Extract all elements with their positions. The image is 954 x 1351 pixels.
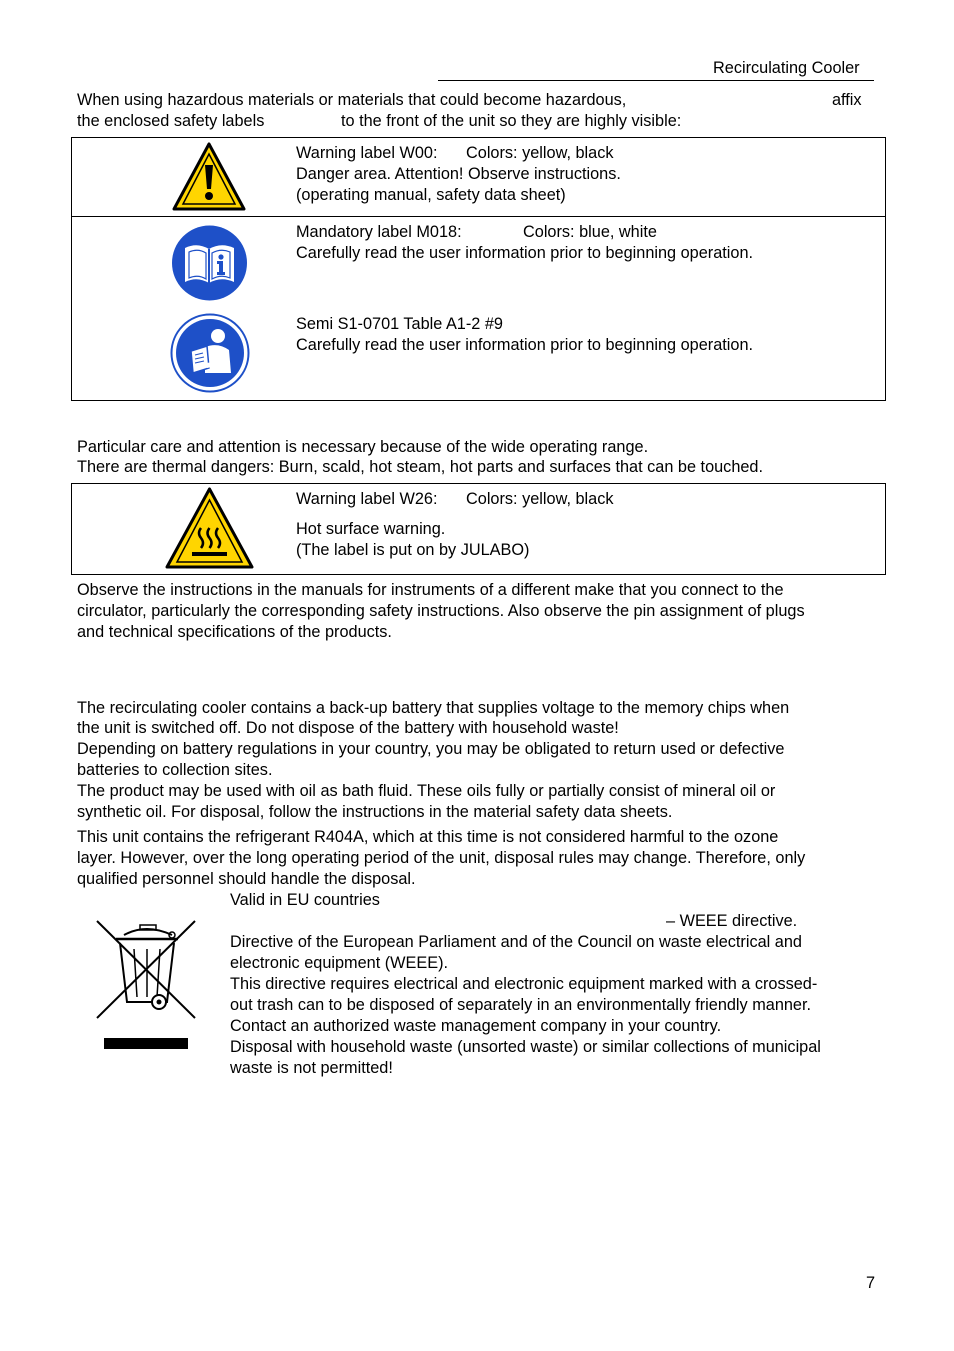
- intro-line-2b: to the front of the unit so they are highly visible:: [341, 112, 682, 130]
- weee-line-5: This directive requires electrical and electronic equipment marked with a crossed-: [230, 975, 818, 993]
- weee-line-2: – WEEE directive.: [666, 912, 798, 930]
- w26-desc-1: Hot surface warning.: [296, 520, 446, 538]
- w26-colors: Colors: yellow, black: [466, 490, 614, 508]
- weee-line-8: Disposal with household waste (unsorted waste) or similar collections of municipal: [230, 1038, 821, 1056]
- disposal-line-2: the unit is switched off. Do not dispose of the battery with household waste!: [77, 719, 619, 737]
- w00-title: Warning label W00:: [296, 144, 438, 162]
- read-manual-person-icon: [169, 313, 251, 393]
- table-divider: [71, 216, 886, 217]
- m018-title: Mandatory label M018:: [296, 223, 462, 241]
- weee-line-4: electronic equipment (WEEE).: [230, 954, 449, 972]
- header-title: Recirculating Cooler: [713, 59, 860, 77]
- w00-desc-2: (operating manual, safety data sheet): [296, 186, 566, 204]
- disposal-line-7: This unit contains the refrigerant R404A, which at this time is not considered harmful to the ozone: [77, 828, 779, 846]
- read-manual-book-icon: [171, 224, 248, 302]
- weee-line-7: Contact an authorized waste management company in your country.: [230, 1017, 722, 1035]
- w26-desc-2: (The label is put on by JULABO): [296, 541, 530, 559]
- observe-line-3: and technical specifications of the products.: [77, 623, 392, 641]
- w00-desc-1: Danger area. Attention! Observe instructions.: [296, 165, 621, 183]
- disposal-line-4: batteries to collection sites.: [77, 761, 273, 779]
- observe-line-1: Observe the instructions in the manuals for instruments of a different make that you connect to the: [77, 581, 784, 599]
- weee-line-6: out trash can to be disposed of separately in an environmentally friendly manner.: [230, 996, 812, 1014]
- semi-desc: Carefully read the user information prior to beginning operation.: [296, 336, 754, 354]
- thermal-line-1: Particular care and attention is necessary because of the wide operating range.: [77, 438, 649, 456]
- disposal-line-9: qualified personnel should handle the disposal.: [77, 870, 416, 888]
- header-rule: [438, 80, 874, 81]
- weee-line-1: Valid in EU countries: [230, 891, 380, 909]
- page-number: 7: [866, 1274, 876, 1292]
- intro-line-1b: affix: [832, 91, 862, 109]
- crossed-out-wheelie-bin-icon: [94, 917, 198, 1051]
- disposal-line-6: synthetic oil. For disposal, follow the instructions in the material safety data sheets.: [77, 803, 673, 821]
- disposal-line-1: The recirculating cooler contains a back-up battery that supplies voltage to the memory chips when: [77, 699, 790, 717]
- warning-triangle-exclamation-icon: [171, 141, 247, 212]
- m018-desc: Carefully read the user information prior to beginning operation.: [296, 244, 754, 262]
- hot-surface-icon: [164, 486, 255, 570]
- m018-colors: Colors: blue, white: [523, 223, 657, 241]
- weee-line-3: Directive of the European Parliament and of the Council on waste electrical and: [230, 933, 802, 951]
- weee-line-9: waste is not permitted!: [230, 1059, 393, 1077]
- intro-line-2a: the enclosed safety labels: [77, 112, 265, 130]
- disposal-line-8: layer. However, over the long operating period of the unit, disposal rules may change. Therefore, only: [77, 849, 806, 867]
- disposal-line-5: The product may be used with oil as bath fluid. These oils fully or partially consist of mineral oil or: [77, 782, 776, 800]
- w00-colors: Colors: yellow, black: [466, 144, 614, 162]
- observe-line-2: circulator, particularly the corresponding safety instructions. Also observe the pin assignment of plugs: [77, 602, 805, 620]
- thermal-line-2: There are thermal dangers: Burn, scald, hot steam, hot parts and surfaces that can be touched.: [77, 458, 764, 476]
- intro-line-1a: When using hazardous materials or materials that could become hazardous,: [77, 91, 627, 109]
- disposal-line-3: Depending on battery regulations in your country, you may be obligated to return used or defective: [77, 740, 785, 758]
- w26-title: Warning label W26:: [296, 490, 438, 508]
- semi-title: Semi S1-0701 Table A1-2 #9: [296, 315, 503, 333]
